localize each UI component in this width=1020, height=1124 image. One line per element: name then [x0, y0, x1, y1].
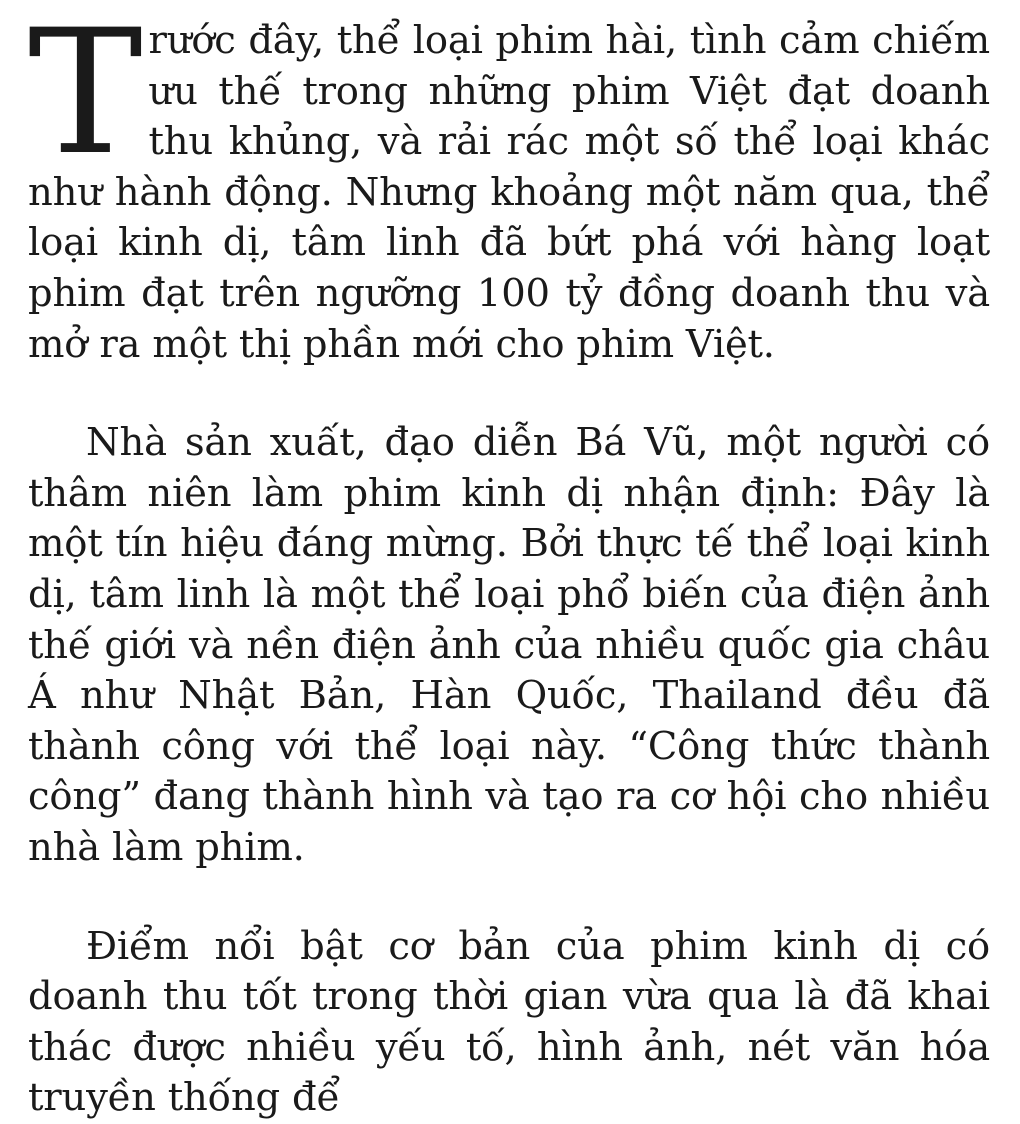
drop-cap: T — [28, 0, 143, 193]
paragraph-spacer — [28, 370, 990, 418]
paragraph-spacer — [28, 874, 990, 922]
paragraph-2: Nhà sản xuất, đạo diễn Bá Vũ, một người có thâm niên làm phim kinh dị nhận định: Đây là một tín hiệu đáng mừng. Bởi thực tế thể loại kinh dị, tâm linh là một thể loại phổ biến của điện ảnh thế giới và nền điện ảnh của nhiều quốc gia châu Á như Nhật Bản, Hàn Quốc, Thailand đều đã thành công với thể loại này. “Công thức thành công” đang thành hình và tạo ra cơ hội cho nhiều nhà làm phim. — [28, 420, 990, 870]
article-body — [28, 0, 990, 1124]
paragraph-1 — [28, 0, 990, 370]
paragraph-3: Điểm nổi bật cơ bản của phim kinh dị có doanh thu tốt trong thời gian vừa qua là đã khai thác được nhiều yếu tố, hình ảnh, nét văn hóa truyền thống để — [28, 923, 990, 1121]
paragraph-1-text: rước đây, thể loại phim hài, tình cảm chiếm ưu thế trong những phim Việt đạt doanh thu khủng, và rải rác một số thể loại khác như hành động. Nhưng khoảng một năm qua, thể loại kinh dị, tâm linh đã bứt phá với hàng loạt phim đạt trên ngưỡng 100 tỷ đồng doanh thu và mở ra một thị phần mới cho phim Việt. — [28, 18, 990, 367]
